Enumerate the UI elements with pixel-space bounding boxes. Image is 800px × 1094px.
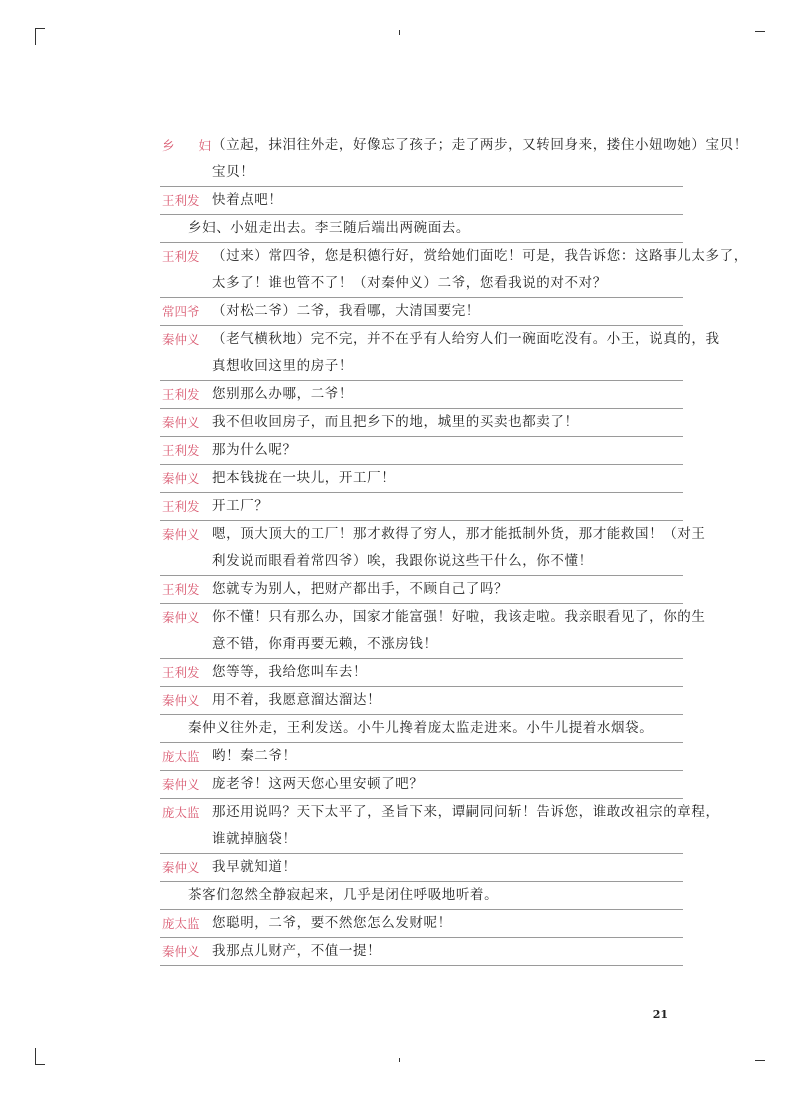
speaker-name: 秦仲义 [162,777,200,792]
dialogue-line: 那还用说吗？天下太平了，圣旨下来，谭嗣同问斩！告诉您，谁敢改祖宗的章程， [212,804,720,820]
dialogue-line: （立起，抹泪往外走，好像忘了孩子；走了两步，又转回身来，搂住小妞吻她）宝贝！ [212,137,748,153]
dialogue-line: 哟！秦二爷！ [212,748,297,764]
dialogue-line: 开工厂？ [212,498,269,514]
crop-mark-bottom-left-h [35,1064,45,1065]
speaker-name: 庞太监 [162,916,200,931]
dialogue-line: 你不懂！只有那么办，国家才能富强！好啦，我该走啦。我亲眼看见了，你的生 [212,609,706,625]
crop-mark-top-center [399,30,400,35]
dialogue-row [160,604,706,659]
speaker-name: 庞太监 [162,749,200,764]
dialogue-line: （老气横秋地）完不完，并不在乎有人给穷人们一碗面吃没有。小王，说真的，我 [212,331,720,347]
dialogue-row [160,659,683,687]
crop-mark-bottom-left-v [35,1048,36,1065]
stage-line: 茶客们忽然全静寂起来，几乎是闭住呼吸地听着。 [188,887,499,903]
dialogue-row [160,938,683,966]
dialogue-line: 宝贝！ [212,164,255,180]
dialogue-row [160,576,683,604]
dialogue-row [160,799,720,854]
speaker-name: 常四爷 [162,304,200,319]
dialogue-row [160,493,683,521]
dialogue-line: 嗯，顶大顶大的工厂！那才救得了穷人，那才能抵制外货，那才能救国！（对王 [212,526,706,542]
speaker-name: 王利发 [162,665,200,680]
crop-mark-top-left-v [35,28,36,45]
stage-line: 乡妇、小妞走出去。李三随后端出两碗面去。 [188,220,470,236]
speaker-name: 秦仲义 [162,332,200,347]
dialogue-line: 您等等，我给您叫车去！ [212,664,368,680]
dialogue-line: （过来）常四爷，您是积德行好，赏给她们面吃！可是，我告诉您：这路事儿太多了， [212,248,748,264]
dialogue-row [160,743,683,771]
dialogue-line: （对松二爷）二爷，我看哪，大清国要完！ [212,303,480,319]
script-body [160,132,748,966]
dialogue-line: 我不但收回房子，而且把乡下的地，城里的买卖也都卖了！ [212,414,579,430]
dialogue-line: 您聪明，二爷，要不然您怎么发财呢！ [212,915,452,931]
dialogue-line: 利发说而眼看着常四爷）唉，我跟你说这些干什么，你不懂！ [212,553,593,569]
dialogue-row [160,243,748,298]
speaker-name: 秦仲义 [162,860,200,875]
dialogue-row [160,381,683,409]
page-number: 21 [652,1008,668,1021]
dialogue-row [160,132,748,187]
dialogue-line: 真想收回这里的房子！ [212,358,353,374]
dialogue-line: 那为什么呢？ [212,442,297,458]
dialogue-row [160,465,683,493]
dialogue-row [160,521,706,576]
dialogue-row [160,687,683,715]
dialogue-row [160,298,683,326]
speaker-name: 王利发 [162,387,200,402]
stage-direction [160,715,683,743]
dialogue-line: 意不错，你甭再要无赖，不涨房钱！ [212,636,438,652]
dialogue-line: 把本钱拢在一块儿，开工厂！ [212,470,396,486]
stage-direction [160,882,683,910]
dialogue-line: 我早就知道！ [212,859,297,875]
dialogue-row [160,437,683,465]
speaker-name: 王利发 [162,499,200,514]
dialogue-row [160,187,683,215]
dialogue-line: 庞老爷！这两天您心里安顿了吧？ [212,776,424,792]
dialogue-row [160,771,683,799]
dialogue-row [160,854,683,882]
speaker-name: 庞太监 [162,805,200,820]
dialogue-line: 您别那么办哪，二爷！ [212,386,353,402]
dialogue-line: 太多了！谁也管不了！（对秦仲义）二爷，您看我说的对不对？ [212,275,607,291]
speaker-name: 秦仲义 [162,415,200,430]
speaker-name: 秦仲义 [162,693,200,708]
dialogue-row [160,910,683,938]
speaker-name: 王利发 [162,249,200,264]
speaker-name: 王利发 [162,193,200,208]
speaker-name: 秦仲义 [162,471,200,486]
dialogue-row [160,409,683,437]
dialogue-row [160,326,720,381]
speaker-name: 秦仲义 [162,610,200,625]
stage-line: 秦仲义往外走，王利发送。小牛儿搀着庞太监走进来。小牛儿提着水烟袋。 [188,720,654,736]
dialogue-line: 谁就掉脑袋！ [212,831,297,847]
speaker-name: 秦仲义 [162,527,200,542]
crop-mark-top-right [755,31,765,32]
crop-mark-bottom-center [399,1058,400,1062]
crop-mark-top-left-h [35,28,45,29]
speaker-name: 王利发 [162,443,200,458]
speaker-name: 秦仲义 [162,944,200,959]
dialogue-line: 我那点儿财产，不值一提！ [212,943,382,959]
crop-mark-bottom-right [755,1060,765,1061]
dialogue-line: 您就专为别人，把财产都出手，不顾自己了吗？ [212,581,509,597]
speaker-name: 王利发 [162,582,200,597]
dialogue-line: 快着点吧！ [212,192,283,208]
stage-direction [160,215,683,243]
speaker-name: 乡 妇 [162,138,221,153]
dialogue-line: 用不着，我愿意溜达溜达！ [212,692,382,708]
